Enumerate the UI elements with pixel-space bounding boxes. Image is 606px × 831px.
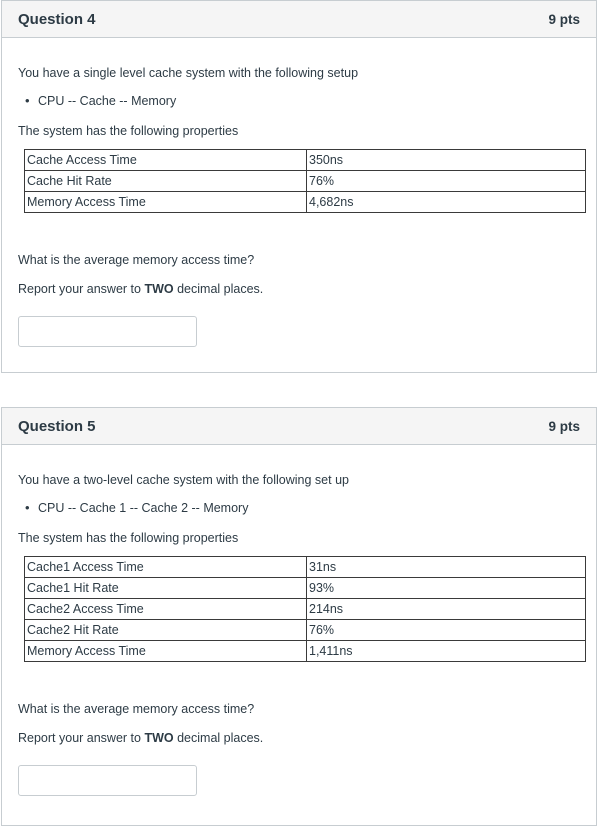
table-row [25,578,586,599]
table-row [25,620,586,641]
answer-input[interactable] [18,316,197,347]
table-row [25,192,586,213]
question-intro: You have a single level cache system with the following setup [18,66,359,80]
answer-input[interactable] [18,765,197,796]
property-value: 76% [307,620,586,641]
property-value: 76% [307,171,586,192]
question-body [2,38,596,347]
setup-list-item: • CPU -- Cache -- Memory [38,93,580,109]
table-row [25,599,586,620]
property-label: Cache1 Access Time [25,557,307,578]
question-5-card [1,407,597,826]
properties-table [24,556,586,662]
property-value: 93% [307,578,586,599]
table-row [25,171,586,192]
properties-intro: The system has the following properties [18,531,239,545]
property-label: Memory Access Time [25,192,307,213]
question-prompt: What is the average memory access time? [18,702,255,716]
property-value: 214ns [307,599,586,620]
report-pre: Report your answer to [18,282,145,296]
property-label: Cache Access Time [25,150,307,171]
question-4-card [1,0,597,373]
question-points: 9 pts [548,11,580,27]
property-value: 350ns [307,150,586,171]
properties-table [24,149,586,213]
setup-list [18,93,580,109]
property-label: Cache2 Hit Rate [25,620,307,641]
properties-intro: The system has the following properties [18,124,239,138]
table-row [25,557,586,578]
report-instruction [18,281,580,297]
setup-list [18,500,580,516]
report-bold: TWO [144,731,174,745]
table-row [25,641,586,662]
report-post: decimal places. [173,282,264,296]
question-body [2,445,596,796]
property-label: Cache2 Access Time [25,599,307,620]
question-intro: You have a two-level cache system with the following set up [18,473,349,487]
table-row [25,150,586,171]
question-header [2,408,596,445]
property-label: Cache Hit Rate [25,171,307,192]
question-points: 9 pts [548,418,580,434]
question-title: Question 5 [18,417,96,435]
question-title: Question 4 [18,10,96,28]
property-label: Memory Access Time [25,641,307,662]
question-prompt: What is the average memory access time? [18,253,255,267]
report-instruction [18,730,580,746]
report-pre: Report your answer to [18,731,145,745]
property-value: 31ns [307,557,586,578]
property-label: Cache1 Hit Rate [25,578,307,599]
report-post: decimal places. [173,731,264,745]
setup-list-item: • CPU -- Cache 1 -- Cache 2 -- Memory [38,500,580,516]
property-value: 1,411ns [307,641,586,662]
property-value: 4,682ns [307,192,586,213]
question-header [2,1,596,38]
report-bold: TWO [144,282,174,296]
